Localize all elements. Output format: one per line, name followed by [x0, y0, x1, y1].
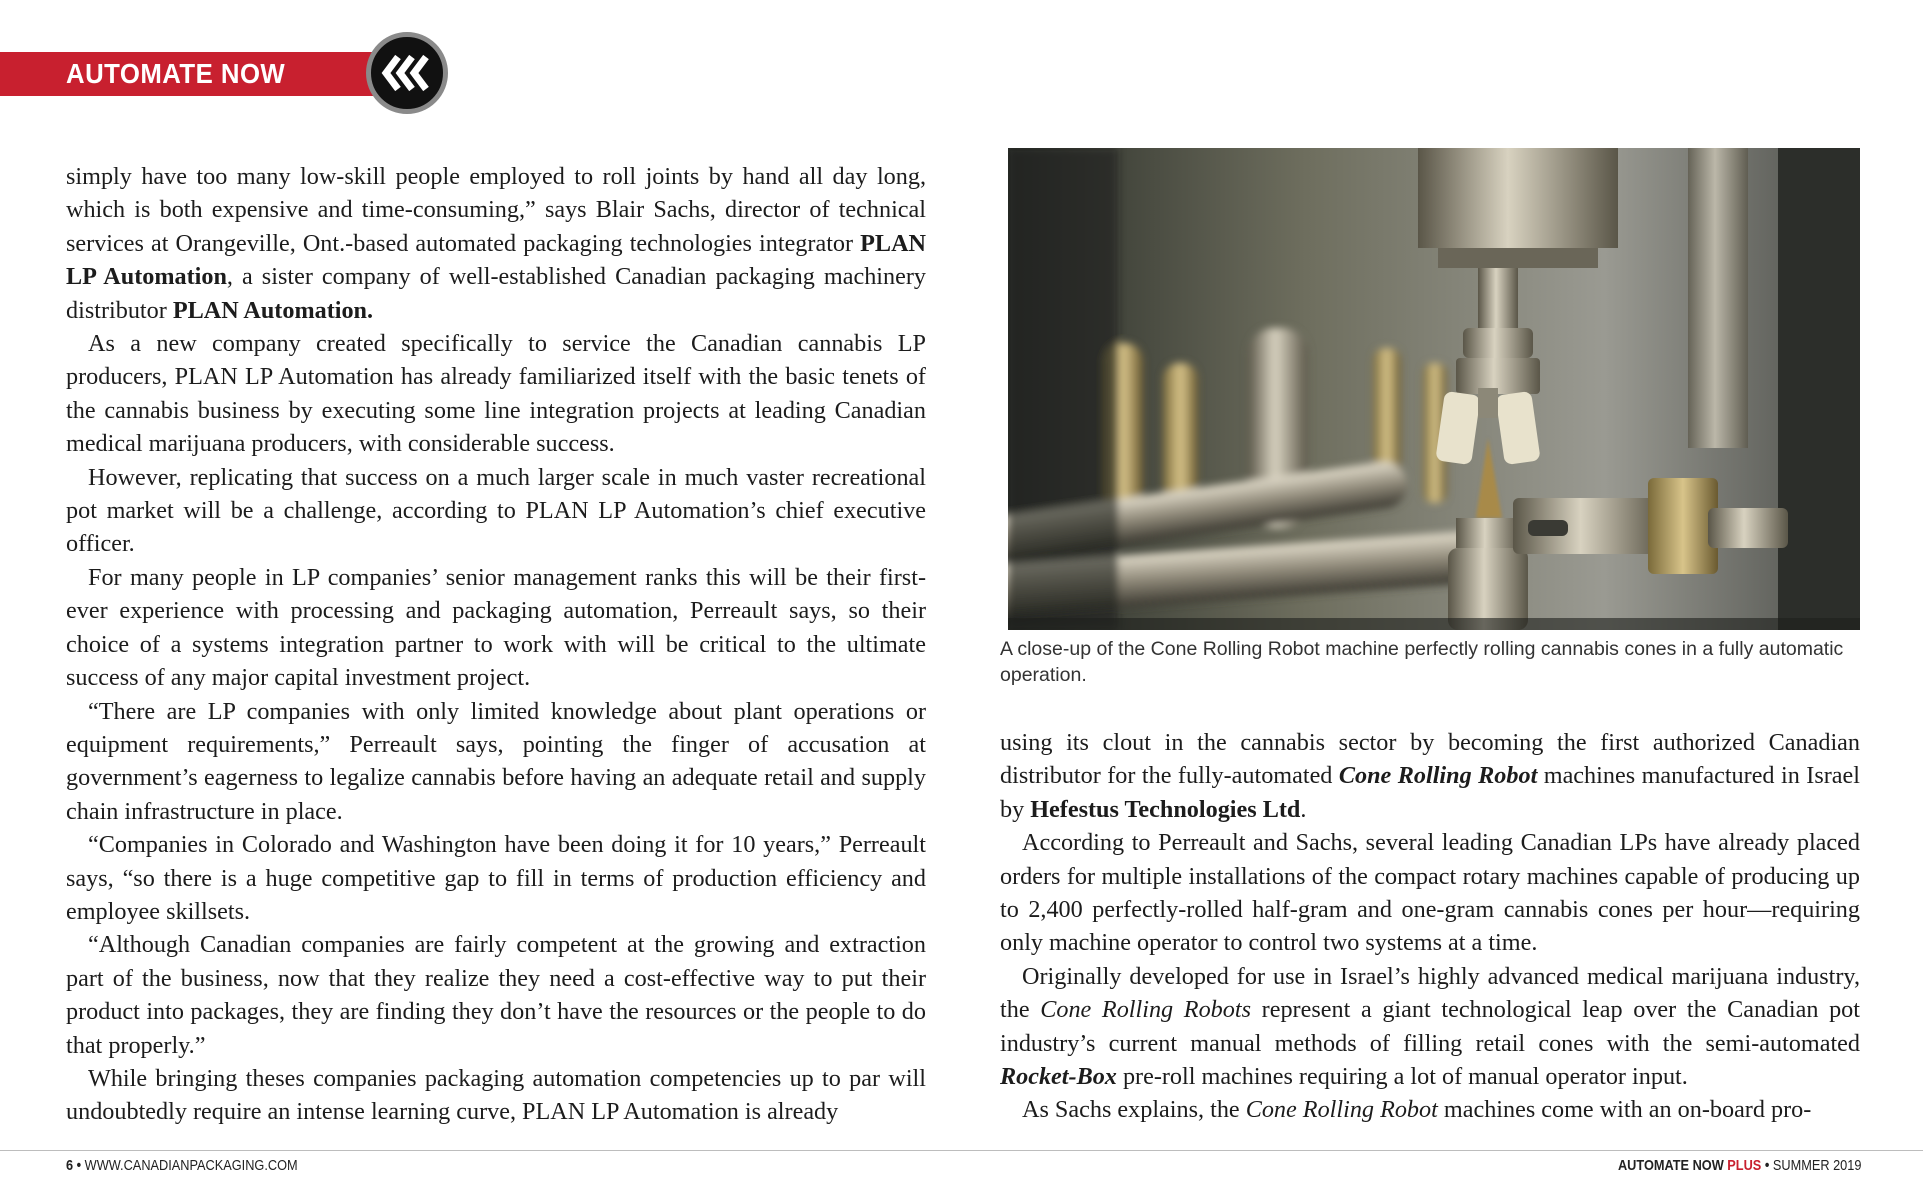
text-run: As Sachs explains, the [1022, 1096, 1246, 1124]
footer-right [1618, 1157, 1861, 1174]
text-run: , a sister company of well-established Canadian packaging machinery distributor [66, 263, 926, 324]
section-badge [366, 32, 448, 114]
footer-separator: • [76, 1157, 82, 1174]
text-run: Cone Rolling Robots [1040, 996, 1251, 1024]
text-run: However, replicating that success on a much larger scale in much vaster recreational pot market will be a challenge, according to PLAN LP Automation’s chief executive officer. [66, 463, 926, 558]
article-paragraph [66, 461, 926, 561]
article-paragraph [1000, 726, 1860, 826]
text-run: Hefestus Technologies Ltd [1030, 795, 1301, 823]
footer-website: WWW.CANADIANPACKAGING.COM [84, 1157, 298, 1174]
footer-separator-right: • [1764, 1157, 1769, 1174]
text-run: represent a giant technological leap over the Canadian pot industry’s current manual methods of filling retail cones with the semi-automated [1000, 996, 1860, 1057]
text-run: “Companies in Colorado and Washington have been doing it for 10 years,” Perreault says, “so there is a huge competitive gap to fill in terms of production efficiency and employee skillsets. [66, 831, 926, 925]
article-paragraph [66, 160, 926, 327]
footer-publication-plus: PLUS [1726, 1157, 1761, 1174]
footer-issue: SUMMER 2019 [1772, 1157, 1861, 1174]
text-run: simply have too many low-skill people employed to roll joints by hand all day long, which is both expensive and time-consuming,” says Blair Sachs, director of technical services at Orangeville, Ont.-based automated packaging technologies integrator [66, 163, 926, 257]
footer-left [66, 1157, 298, 1174]
page-number: 6 [66, 1157, 74, 1174]
article-paragraph [66, 327, 926, 461]
footer-rule [0, 1150, 1923, 1151]
text-run: PLAN Automation. [172, 296, 374, 324]
article-paragraph [1000, 960, 1860, 1094]
footer-publication: AUTOMATE NOW [1617, 1157, 1724, 1174]
text-run: . [1300, 795, 1307, 823]
cone-rolling-robot-photo [1008, 148, 1860, 630]
article-paragraph [1000, 1093, 1860, 1126]
text-run: As a new company created specifically to service the Canadian cannabis LP producers, PLAN LP Automation has already familiarized itself with the basic tenets of the cannabis business by executing some line integration projects at leading Canadian medical marijuana producers, with considerable success. [66, 330, 926, 458]
text-run: According to Perreault and Sachs, several leading Canadian LPs have already placed orders for multiple installations of the compact rotary machines capable of producing up to 2,400 perfectly-rolled half-gram and one-gram cannabis cones per hour—requiring only machine operator to control two systems at a time. [1000, 829, 1860, 957]
article-paragraph [66, 828, 926, 928]
article-right-column [1000, 726, 1860, 1127]
text-run: “There are LP companies with only limited knowledge about plant operations or equipment requirements,” Perreault says, pointing the finger of accusation at government’s eagerness to legalize cannabis before having an adequate retail and supply chain infrastructure in place. [66, 697, 926, 825]
text-run: PLAN LP Automation [66, 229, 926, 291]
text-run: “Although Canadian companies are fairly competent at the growing and extraction part of the business, now that they realize they need a cost-effective way to put their product into packages, they are finding they don’t have the resources or the people to do that properly.” [66, 931, 926, 1059]
article-photo [1008, 148, 1860, 630]
text-run: Originally developed for use in Israel’s highly advanced medical marijuana industry, the [1000, 962, 1860, 1024]
text-run: For many people in LP companies’ senior management ranks this will be their first-ever experience with processing and packaging automation, Perreault says, so their choice of a systems integration partner to work with will be critical to the ultimate success of any major capital investment project. [66, 563, 926, 692]
article-paragraph [1000, 826, 1860, 960]
article-paragraph [66, 1062, 926, 1129]
article-paragraph [66, 561, 926, 695]
triple-chevron-left-icon [381, 51, 433, 95]
photo-caption: A close-up of the Cone Rolling Robot machine perfectly rolling cannabis cones in a fully automatic operation. [1000, 638, 1844, 686]
article-paragraph [66, 695, 926, 829]
text-run: While bringing theses companies packaging automation competencies up to par will undoubtedly require an intense learning curve, PLAN LP Automation is already [66, 1064, 926, 1126]
article-left-column [66, 160, 926, 1129]
text-run: machines manufactured in Israel by [1000, 762, 1860, 823]
text-run: Cone Rolling Robot [1245, 1096, 1438, 1124]
text-run: Cone Rolling Robot [1338, 762, 1538, 790]
article-paragraph [66, 928, 926, 1062]
text-run: pre-roll machines requiring a lot of manual operator input. [1116, 1063, 1688, 1091]
section-label: AUTOMATE NOW [66, 58, 286, 89]
text-run: using its clout in the cannabis sector by becoming the first authorized Canadian distributor for the fully-automated [1000, 729, 1860, 790]
text-run: Rocket-Box [1000, 1063, 1117, 1091]
text-run: machines come with an on-board pro- [1437, 1096, 1812, 1124]
